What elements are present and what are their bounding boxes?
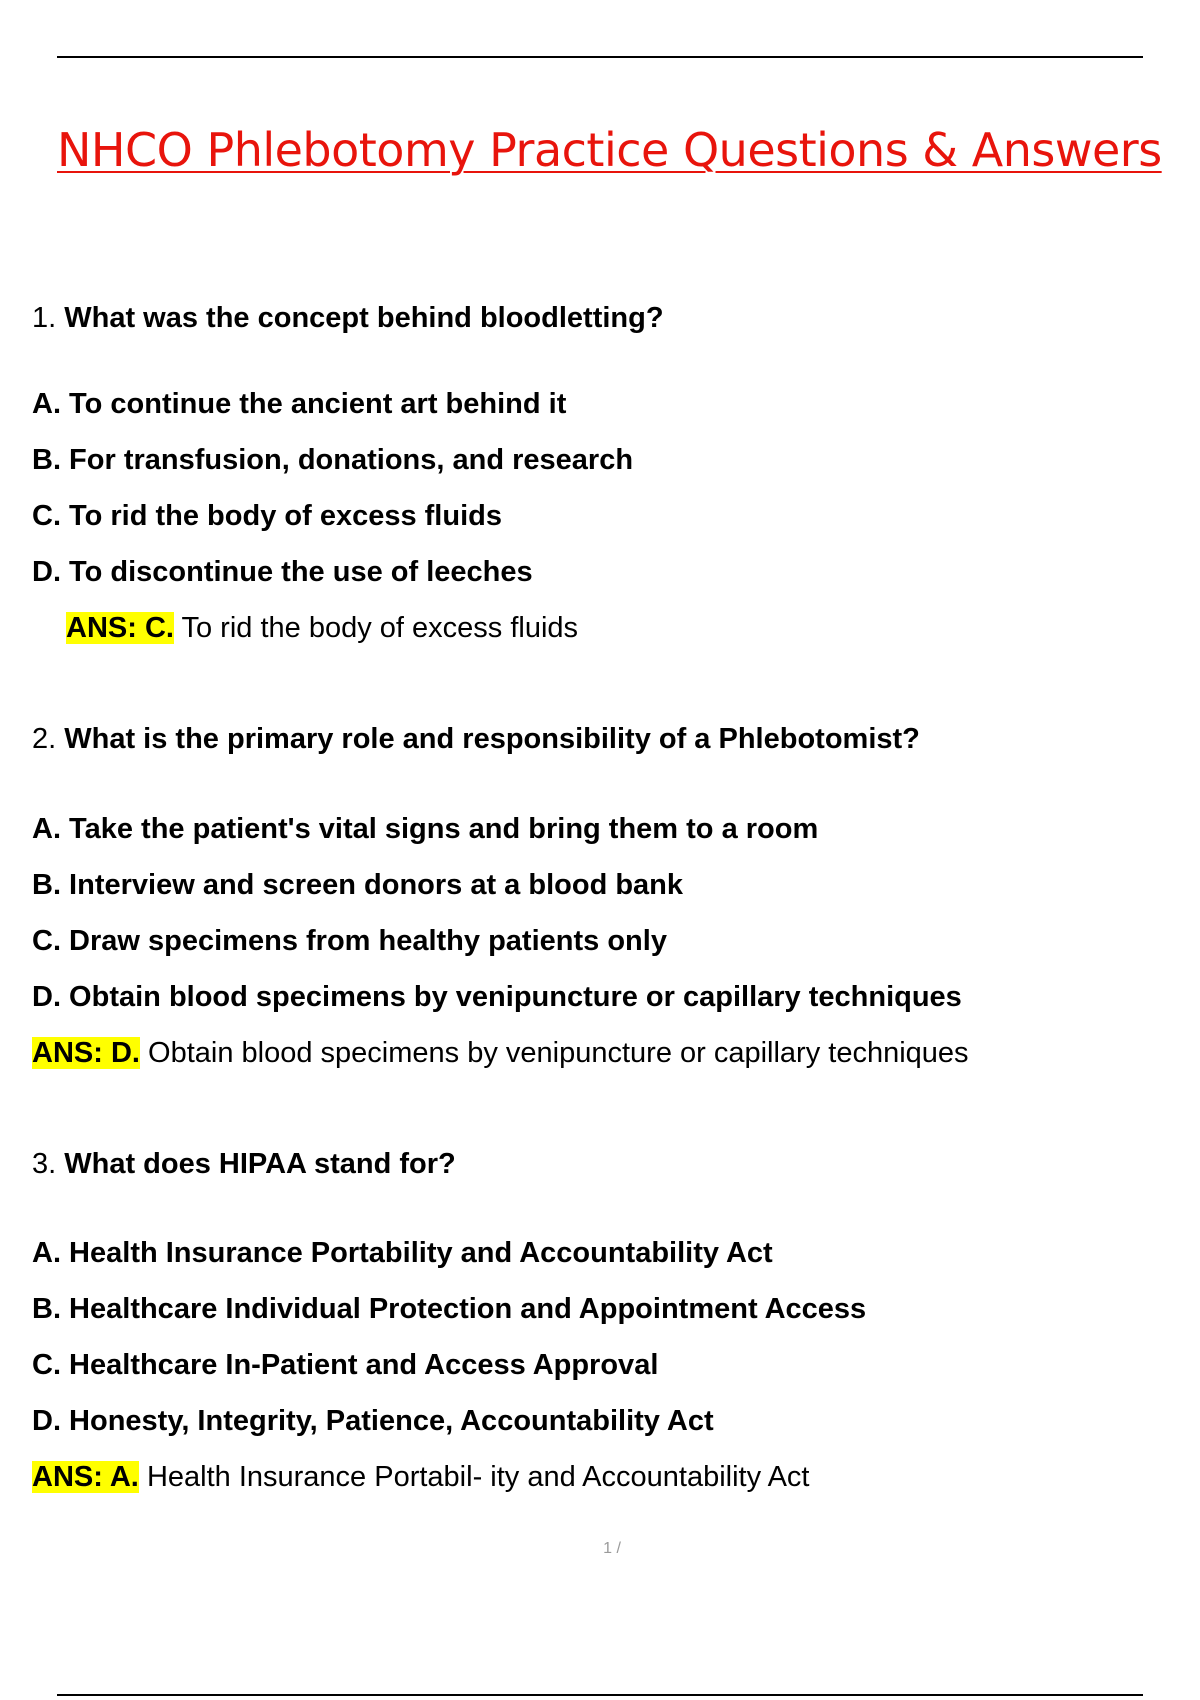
answer-label: ANS: C. [66, 612, 174, 644]
question-number: 1. [32, 302, 57, 334]
answer-label: ANS: A. [32, 1461, 139, 1493]
options-list [32, 387, 1152, 611]
page-number: 1 / [603, 1540, 621, 1557]
question-1 [32, 301, 1152, 645]
answer-text: Obtain blood specimens by venipuncture or capillary techniques [148, 1037, 969, 1069]
question-text: What was the concept behind bloodletting? [64, 302, 664, 334]
option-b: B. Interview and screen donors at a blood bank [32, 869, 684, 901]
option-b: B. For transfusion, donations, and research [32, 444, 634, 476]
answer-line [32, 1036, 1152, 1070]
answer-label: ANS: D. [32, 1037, 140, 1069]
question-number: 3. [32, 1148, 57, 1180]
question-2 [32, 722, 1152, 1070]
option-c: C. Draw specimens from healthy patients only [32, 925, 667, 957]
option-d: D. Obtain blood specimens by venipuncture or capillary techniques [32, 981, 962, 1013]
question-3 [32, 1147, 1152, 1494]
question-text: What is the primary role and responsibility of a Phlebotomist? [64, 723, 920, 755]
question-2-prompt [32, 722, 1152, 756]
footer-rule [57, 1694, 1143, 1696]
option-a: A. Health Insurance Portability and Accountability Act [32, 1237, 773, 1269]
document-title: NHCO Phlebotomy Practice Questions & Answers [57, 123, 1162, 177]
option-b: B. Healthcare Individual Protection and Appointment Access [32, 1293, 867, 1325]
option-d: D. Honesty, Integrity, Patience, Accountability Act [32, 1405, 714, 1437]
option-c: C. Healthcare In-Patient and Access Approval [32, 1349, 659, 1381]
answer-line [32, 611, 1152, 645]
option-d: D. To discontinue the use of leeches [32, 556, 533, 588]
question-3-prompt [32, 1147, 1152, 1181]
answer-text: To rid the body of excess fluids [181, 612, 579, 644]
answer-text: Health Insurance Portabil- ity and Accountability Act [146, 1461, 810, 1493]
question-1-prompt [32, 301, 1152, 335]
question-text: What does HIPAA stand for? [64, 1148, 456, 1180]
options-list [32, 812, 1152, 1036]
answer-line [32, 1460, 1152, 1494]
question-number: 2. [32, 723, 57, 755]
header-rule [57, 56, 1143, 58]
option-a: A. Take the patient's vital signs and bring them to a room [32, 813, 819, 845]
options-list [32, 1236, 1152, 1460]
option-a: A. To continue the ancient art behind it [32, 388, 567, 420]
option-c: C. To rid the body of excess fluids [32, 500, 502, 532]
